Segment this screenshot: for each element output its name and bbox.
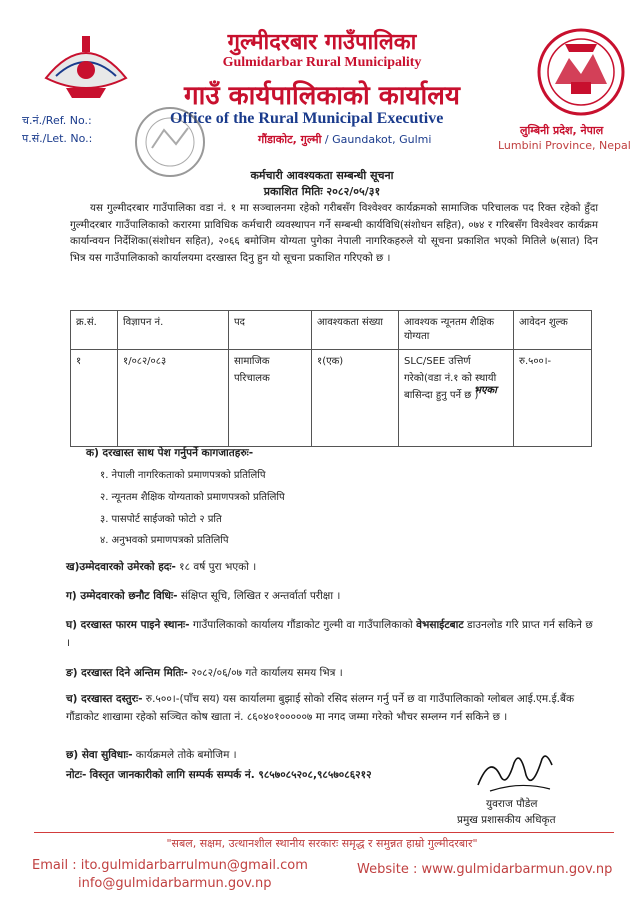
- cell-sn: १: [71, 350, 118, 447]
- cell-count: १(एक): [312, 350, 399, 447]
- document-item: ४. अनुभवको प्रमाणपत्रको प्रतिलिपि: [100, 535, 229, 546]
- col-qualification: आवश्यक न्यूनतम शैक्षिक योग्यता: [399, 311, 514, 350]
- table-header-row: [71, 311, 592, 350]
- deadline: [66, 664, 596, 682]
- address-np: गौंडाकोट, गुल्मी: [258, 133, 322, 146]
- cell-adv-no: १/०८२/०८३: [118, 350, 229, 447]
- cell-fee: रु.५००।-: [514, 350, 592, 447]
- cell-post: सामाजिक परिचालक: [229, 350, 312, 447]
- table-row: [71, 350, 592, 447]
- municipality-name-np: गुल्मीदरबार गाउँपालिका: [227, 30, 417, 55]
- selection-method: [66, 587, 596, 605]
- email-label: Email :: [32, 858, 77, 873]
- col-count: आवश्यकता संख्या: [312, 311, 399, 350]
- form-text-b: डाउनलोड गरि प्राप्त गर्न सकिने छ ।: [66, 619, 593, 649]
- age-limit: [66, 558, 596, 576]
- municipality-name-en: Gulmidarbar Rural Municipality: [222, 55, 422, 70]
- province-np: लुम्बिनी प्रदेश, नेपाल: [520, 124, 604, 137]
- age-text: १८ वर्ष पुरा भएको ।: [179, 561, 257, 573]
- note-text: विस्तृत जानकारीको लागि सम्पर्क सम्पर्क नं. ९८५७०८५२०८,९८५७०८६२१२: [89, 769, 372, 781]
- province-en: Lumbini Province, Nepal: [498, 139, 631, 152]
- website-link[interactable]: www.gulmidarbarmun.gov.np: [421, 862, 613, 877]
- office-name-np: गाउँ कार्यपालिकाको कार्यालय: [184, 81, 460, 111]
- note-label: नोटः-: [66, 769, 87, 781]
- form-website: वेभसाईटबाट: [416, 619, 464, 631]
- signatory-name: युवराज पौडेल: [486, 798, 538, 810]
- notice-published: [0, 184, 644, 199]
- office-address: [258, 132, 431, 147]
- service-label: छ) सेवा सुविधाः-: [66, 749, 133, 761]
- selection-text: संक्षिप्त सूचि, लिखित र अन्तर्वार्ता परीक्षा ।: [180, 590, 341, 602]
- cell-qualification: SLC/SEE उत्तिर्ण गरेको(वडा नं.१ को स्थायी बासिन्दा हुनु पर्ने छ ): [399, 350, 514, 447]
- application-fee: [66, 690, 596, 726]
- handwritten-note: भएका: [474, 385, 497, 396]
- office-name-en: Office of the Rural Municipal Executive: [170, 110, 444, 127]
- document-item: २. न्यूनतम शैक्षिक योग्यताको प्रमाणपत्रको प्रतिलिपि: [100, 492, 285, 503]
- service-text: कार्यक्रमले तोके बमोजिम ।: [135, 749, 237, 761]
- footer-slogan: "सबल, सक्षम, उत्थानशील स्थानीय सरकारः समृद्ध र समुन्नत हाम्रो गुल्मीदरबार": [166, 837, 478, 850]
- document-item: ३. पासपोर्ट साईजको फोटो २ प्रति: [100, 514, 222, 525]
- form-label: घ) दरखास्त फारम पाइने स्थानः-: [66, 619, 190, 631]
- documents-heading: क) दरखास्त साथ पेश गर्नुपर्ने कागजातहरुः-: [86, 447, 254, 459]
- form-text-a: गाउँपालिकाको कार्यालय गौंडाकोट गुल्मी वा गाउँपालिकाको: [192, 619, 413, 631]
- published-label: प्रकाशित मितिः: [263, 185, 323, 198]
- deadline-label: ङ) दरखास्त दिने अन्तिम मितिः-: [66, 667, 188, 679]
- document-item: १. नेपाली नागरिकताको प्रमाणपत्रको प्रतिलिपि: [100, 470, 266, 481]
- address-en: Gaundakot, Gulmi: [332, 133, 432, 146]
- fee-label: च) दरखास्त दस्तुरः-: [66, 693, 143, 705]
- notice-title: कर्मचारी आवश्यकता सम्बन्धी सूचना: [250, 169, 394, 182]
- footer-email-primary: [32, 858, 308, 873]
- col-adv-no: विज्ञापन नं.: [118, 311, 229, 350]
- vacancy-table: [70, 310, 592, 447]
- email-link-1[interactable]: ito.gulmidarbarrulmun@gmail.com: [80, 858, 308, 873]
- col-sn: क्र.सं.: [71, 311, 118, 350]
- address-separator: /: [324, 133, 329, 146]
- footer-divider: [34, 832, 614, 833]
- email-link-2[interactable]: info@gulmidarbarmun.gov.np: [78, 876, 272, 891]
- age-label: ख)उम्मेदवारको उमेरको हदः-: [66, 561, 176, 573]
- letter-no-label: प.सं./Let. No.:: [22, 132, 93, 145]
- website-label: Website :: [357, 862, 418, 877]
- col-fee: आवेदन शुल्क: [514, 311, 592, 350]
- col-post: पद: [229, 311, 312, 350]
- selection-label: ग) उम्मेदवारको छनौट विधिः-: [66, 590, 178, 602]
- notice-intro: यस गुल्मीदरबार गाउँपालिका वडा नं. १ मा सञ्चालनमा रहेको गरीबसँग विश्वेश्वर कार्यक्रमको सामाजिक परिचालक पद रिक्त रहेको हुँदा गुल्मीदरबार गाउँपालिकाको करारमा प्राविधिक कर्मचारी व्यवस्थापन गर्ने सम्बन्धी कार्यविधि(संशोधन सहित), ०७४ र गरिबसँग विश्वेश्वर कार्यक्रम कार्यान्वयन निर्देशिका(संशोधन सहित), २०६६ बमोजिम योग्यता पुगेका नेपाली नागरिकहरुले यो सूचना प्रकाशित भएको मितिले ७(सात) दिन भित्र यस गाउँपालिकाको कार्यालयमा दरखास्त दिनु हुन यो सूचना प्रकाशित गरिएको छ ।: [70, 202, 598, 264]
- footer-website: [357, 862, 612, 877]
- published-date: २०८२/०५/३१: [326, 185, 381, 198]
- fee-text: रु.५००।-(पाँच सय) यस कार्यालमा बुझाई सोको रसिद संलग्न गर्नु पर्ने छ वा गाउँपालिकाको ग्लोबल आई.एम.ई.बैंक गौंडाकोट शाखामा रहेको सञ्चित कोष खाता नं. ८६०४०१०००००७ मा नगद जम्मा गरेको भौचर सम्लग्न गर्न सकिने छ ।: [66, 693, 575, 723]
- signatory-title: प्रमुख प्रशासकीय अधिकृत: [457, 814, 556, 826]
- signature-icon: [470, 745, 560, 800]
- deadline-text: २०८२/०६/०७ गते कार्यालय समय भित्र ।: [191, 667, 343, 679]
- form-location: [66, 616, 596, 652]
- ref-no-label: च.नं./Ref. No.:: [22, 114, 92, 127]
